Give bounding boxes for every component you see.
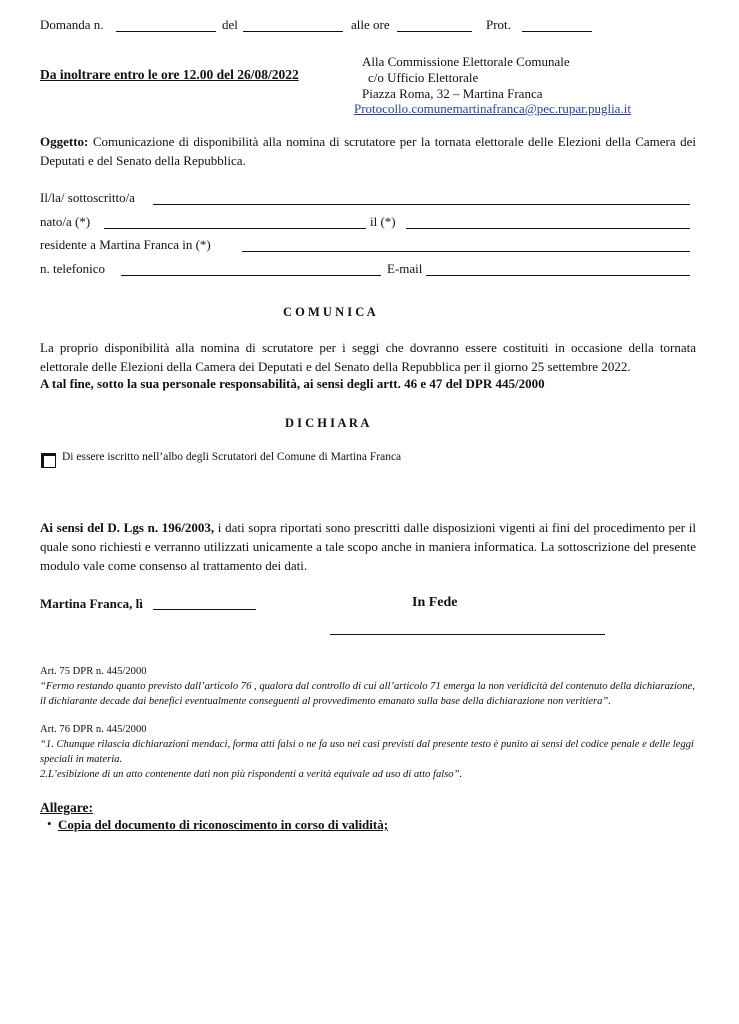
del-label: del bbox=[222, 17, 238, 32]
date-field[interactable] bbox=[243, 31, 343, 32]
address-field[interactable] bbox=[242, 251, 690, 252]
dichiara-heading: D I C H I A R A bbox=[285, 416, 370, 430]
art76-title: Art. 76 DPR n. 445/2000 bbox=[40, 724, 147, 735]
recipient-line-2: c/o Ufficio Elettorale bbox=[368, 70, 479, 85]
albo-option-label: Di essere iscritto nell’albo degli Scrutatori del Comune di Martina Franca bbox=[62, 451, 402, 463]
recipient-line-3: Piazza Roma, 32 – Martina Franca bbox=[362, 86, 543, 101]
comunica-heading: C O M U N I C A bbox=[283, 305, 376, 319]
birthdate-field[interactable] bbox=[406, 228, 690, 229]
subject-label: Oggetto: bbox=[40, 134, 89, 149]
email-field[interactable] bbox=[426, 275, 690, 276]
sottoscritto-label: Il/la/ sottoscritto/a bbox=[40, 190, 135, 205]
domanda-label: Domanda n. bbox=[40, 17, 104, 32]
time-field[interactable] bbox=[397, 31, 472, 32]
comunica-text: La proprio disponibilità alla nomina di scrutatore per i seggi che dovranno essere costituiti in occasione della tornata elettorale delle Elezioni della Camera dei Deputati e del Senato della Repubblica per il giorno 25 settembre 2022. bbox=[40, 340, 696, 374]
art76-text-1: “1. Chunque rilascia dichiarazioni mendaci, forma atti falsi o ne fa uso nei casi previsti dal presente testo è punito ai sensi del codice penale e delle leggi speciali in materia. bbox=[40, 739, 694, 765]
art75-title: Art. 75 DPR n. 445/2000 bbox=[40, 666, 147, 677]
privacy-notice bbox=[40, 518, 696, 575]
attachments-heading: Allegare: bbox=[40, 800, 93, 815]
art75-text: “Fermo restando quanto previsto dall’articolo 76 , qualora dal controllo di cui all’articolo 71 emerga la non veridicità del contenuto della dichiarazione, il dichiarante decade dai benefici eventualmente conseguenti al provvedimento emanato sulla base della dichiarazione non veritiera”. bbox=[40, 681, 695, 707]
prot-label: Prot. bbox=[486, 17, 511, 32]
albo-checkbox[interactable] bbox=[41, 453, 56, 468]
residente-label: residente a Martina Franca in (*) bbox=[40, 237, 211, 252]
art76-text-2: 2.L’esibizione di un atto contenente dati non più rispondenti a verità equivale ad uso di atto falso”. bbox=[40, 769, 463, 780]
phone-field[interactable] bbox=[121, 275, 381, 276]
subject-text: Comunicazione di disponibilità alla nomina di scrutatore per la tornata elettorale delle Elezioni della Camera dei Deputati e del Senato della Repubblica. bbox=[40, 134, 696, 168]
in-fede-label: In Fede bbox=[412, 595, 458, 610]
telefono-label: n. telefonico bbox=[40, 261, 105, 276]
signature-date-field[interactable] bbox=[153, 609, 256, 610]
deadline-notice: Da inoltrare entro le ore 12.00 del 26/08/2022 bbox=[40, 67, 299, 82]
place-date-label: Martina Franca, lì bbox=[40, 596, 143, 611]
privacy-text: i dati sopra riportati sono prescritti dalle disposizioni vigenti ai fini del procedimento per il quale sono richiesti e verranno utilizzati unicamente a tale scopo anche in maniera informatica. La sottoscrizione del presente modulo vale come consenso al trattamento dei dati. bbox=[40, 520, 696, 573]
subject bbox=[40, 132, 696, 170]
il-label: il (*) bbox=[370, 214, 396, 229]
comunica-bold: A tal fine, sotto la sua personale responsabilità, ai sensi degli artt. 46 e 47 del DPR 445/2000 bbox=[40, 376, 545, 391]
recipient-email-link[interactable]: Protocollo.comunemartinafranca@pec.rupar.puglia.it bbox=[354, 101, 631, 116]
bullet-icon: • bbox=[47, 816, 52, 831]
domanda-number-field[interactable] bbox=[116, 31, 216, 32]
sottoscritto-field[interactable] bbox=[153, 204, 690, 205]
birthplace-field[interactable] bbox=[104, 228, 366, 229]
signature-field[interactable] bbox=[330, 634, 605, 635]
privacy-bold: Ai sensi del D. Lgs n. 196/2003, bbox=[40, 520, 215, 535]
attachment-item-id-document: Copia del documento di riconoscimento in corso di validità; bbox=[58, 817, 389, 832]
protocol-field[interactable] bbox=[522, 31, 592, 32]
alle-ore-label: alle ore bbox=[351, 17, 390, 32]
nato-label: nato/a (*) bbox=[40, 214, 91, 229]
recipient-line-1: Alla Commissione Elettorale Comunale bbox=[362, 54, 570, 69]
email-label: E-mail bbox=[387, 261, 423, 276]
